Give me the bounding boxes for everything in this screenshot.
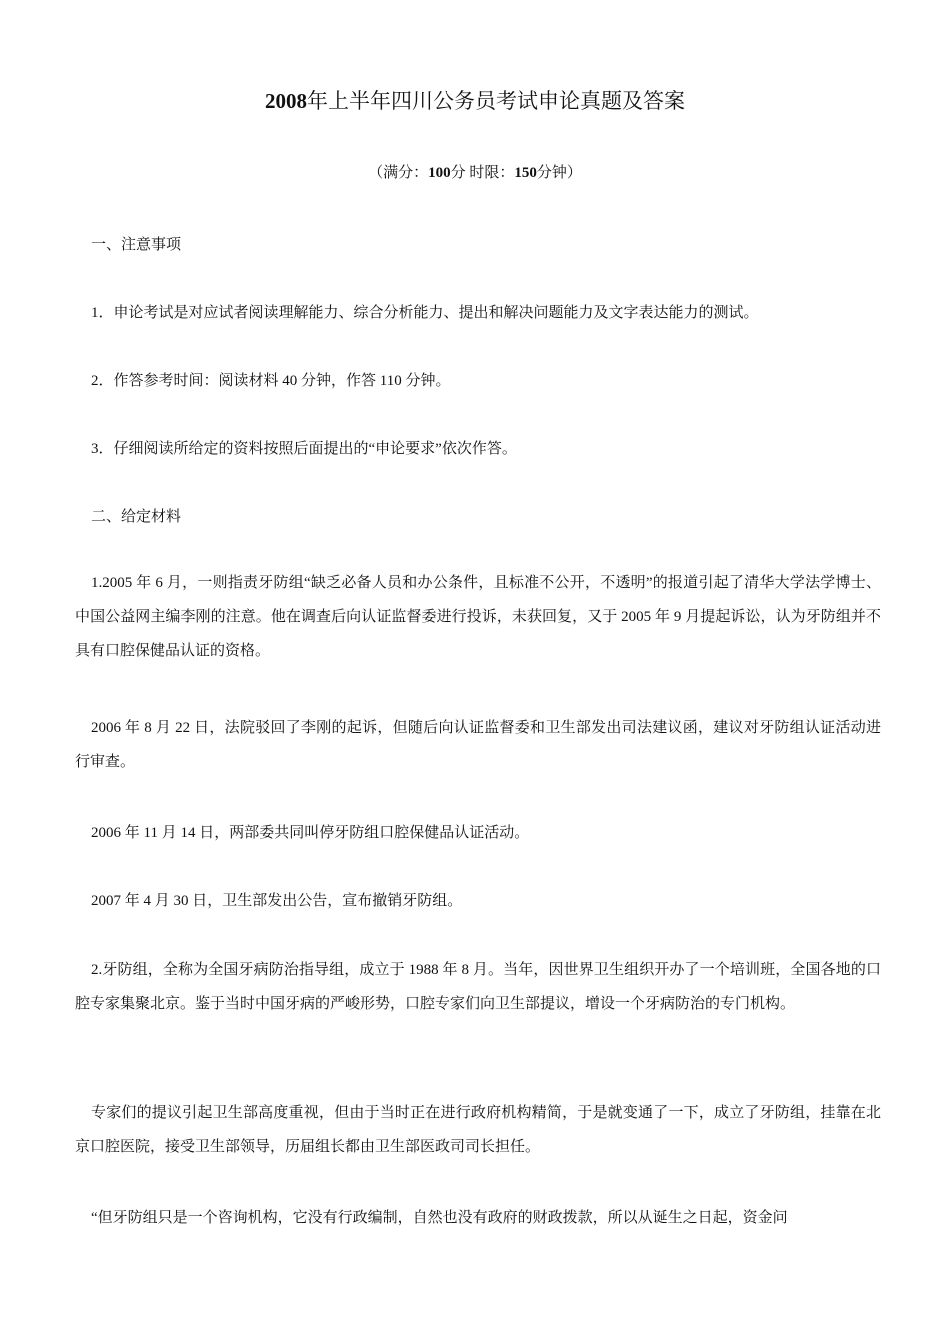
- material-paragraph-1: 1.2005 年 6 月，一则指责牙防组“缺乏必备人员和办公条件，且标准不公开，不透明”的报道引起了清华大学法学博士、中国公益网主编李刚的注意。他在调查后向认证监督委进行投诉，未获回复，又于 2005 年 9 月提起诉讼，认为牙防组并不具有口腔保健品认证的资格。: [75, 575, 881, 659]
- title-text: 年上半年四川公务员考试申论真题及答案: [307, 89, 685, 113]
- material-paragraph-6: 专家们的提议引起卫生部高度重视，但由于当时正在进行政府机构精简，于是就变通了一下，成立了牙防组，挂靠在北京口腔医院，接受卫生部领导，历届组长都由卫生部医政司司长担任。: [75, 1105, 881, 1155]
- material-paragraph-3: 2006 年 11 月 14 日，两部委共同叫停牙防组口腔保健品认证活动。: [91, 825, 530, 841]
- material-paragraph-2: 2006 年 8 月 22 日，法院驳回了李刚的起诉，但随后向认证监督委和卫生部发出司法建议函，建议对牙防组认证活动进行审查。: [75, 720, 881, 770]
- exam-info: [0, 162, 950, 184]
- exam-info-close: 分钟）: [536, 165, 582, 181]
- title-year: 2008: [265, 89, 307, 113]
- full-score: 100: [428, 165, 451, 181]
- document-title: [0, 86, 950, 116]
- material-paragraph-5: 2.牙防组，全称为全国牙病防治指导组，成立于 1988 年 8 月。当年，因世界卫生组织开办了一个培训班，全国各地的口腔专家集聚北京。鉴于当时中国牙病的严峻形势，口腔专家们向卫生部提议，增设一个牙病防治的专门机构。: [75, 962, 881, 1012]
- time-limit: 150: [514, 165, 537, 181]
- exam-info-open: （满分：: [368, 165, 429, 181]
- note-item-2: 2．作答参考时间：阅读材料 40 分钟，作答 110 分钟。: [91, 373, 451, 389]
- material-paragraph-4: 2007 年 4 月 30 日，卫生部发出公告，宣布撤销牙防组。: [91, 893, 463, 909]
- section-heading-notes: 一、注意事项: [91, 237, 182, 253]
- material-paragraph-7: “但牙防组只是一个咨询机构，它没有行政编制，自然也没有政府的财政拨款，所以从诞生之日起，资金问: [91, 1210, 788, 1226]
- note-item-3: 3．仔细阅读所给定的资料按照后面提出的“申论要求”依次作答。: [91, 441, 517, 457]
- exam-info-mid: 分 时限：: [450, 165, 515, 181]
- note-item-1: 1．申论考试是对应试者阅读理解能力、综合分析能力、提出和解决问题能力及文字表达能力的测试。: [91, 305, 759, 321]
- section-heading-materials: 二、给定材料: [91, 509, 182, 525]
